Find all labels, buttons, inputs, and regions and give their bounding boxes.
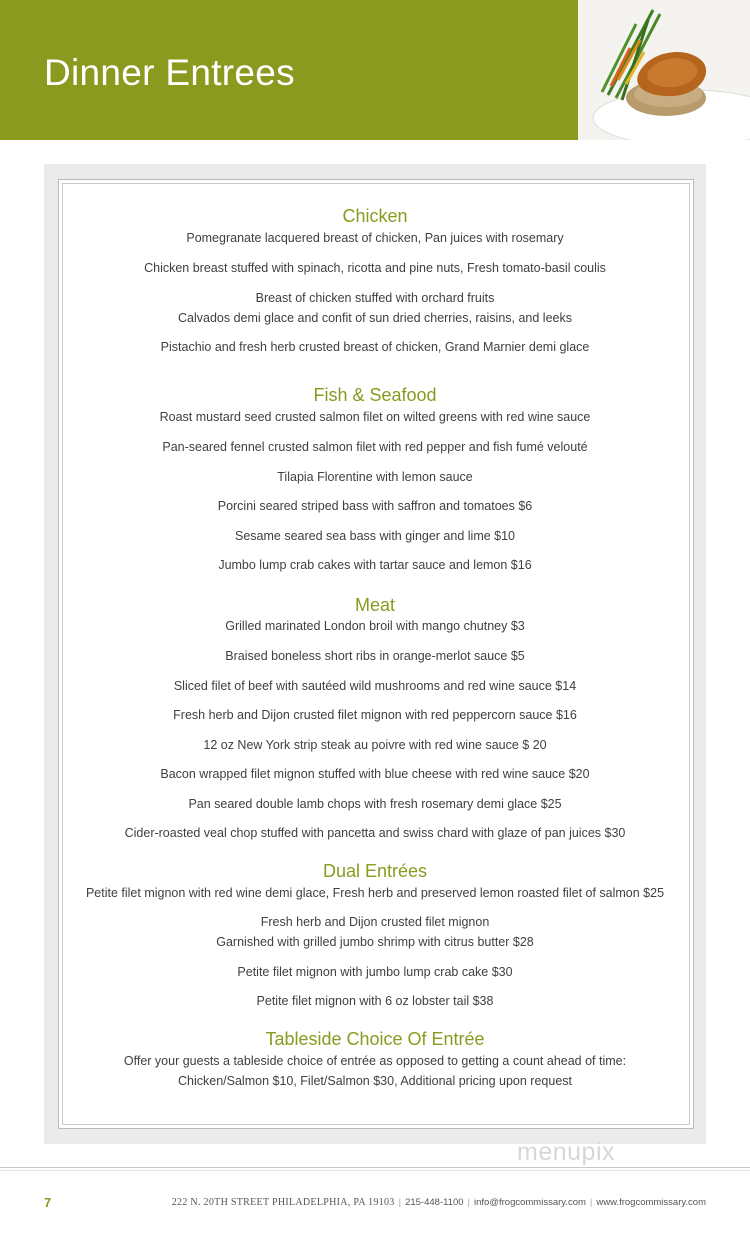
menu-item: Offer your guests a tableside choice of entrée as opposed to getting a count ahead of time: xyxy=(123,1054,627,1068)
dish-photo-illustration xyxy=(578,0,750,140)
footer-email[interactable]: info@frogcommissary.com xyxy=(474,1197,586,1208)
menu-item: Chicken/Salmon $10, Filet/Salmon $30, Additional pricing upon request xyxy=(178,1074,572,1088)
menu-item: Bacon wrapped filet mignon stuffed with blue cheese with red wine sauce $20 xyxy=(160,767,590,781)
section-title-meat: Meat xyxy=(354,595,396,615)
page-title: Dinner Entrees xyxy=(44,52,295,93)
footer-phone: 215-448-1100 xyxy=(405,1197,464,1208)
menu-item: Cider-roasted veal chop stuffed with pancetta and swiss chard with glaze of pan juices $30 xyxy=(124,826,626,840)
menu-item: Grilled marinated London broil with mango chutney $3 xyxy=(225,619,525,633)
menu-item: Fresh herb and Dijon crusted filet mignon xyxy=(260,915,490,929)
footer-separator: | xyxy=(467,1197,471,1208)
menu-item: Sliced filet of beef with sautéed wild mushrooms and red wine sauce $14 xyxy=(173,679,577,693)
menu-item: Braised boneless short ribs in orange-merlot sauce $5 xyxy=(225,649,525,663)
menu-item: Tilapia Florentine with lemon sauce xyxy=(277,470,473,484)
dish-photo xyxy=(578,0,750,140)
menu-item: Pan seared double lamb chops with fresh rosemary demi glace $25 xyxy=(188,797,562,811)
menu-item: Sesame seared sea bass with ginger and lime $10 xyxy=(234,529,516,543)
menu-item: Petite filet mignon with 6 oz lobster tail $38 xyxy=(256,994,494,1008)
section-title-chicken: Chicken xyxy=(342,206,408,226)
menu-item: Roast mustard seed crusted salmon filet on wilted greens with red wine sauce xyxy=(159,410,591,424)
page-number: 7 xyxy=(44,1195,52,1210)
footer-divider xyxy=(0,1167,750,1168)
section-title-dual-entrees: Dual Entrées xyxy=(322,861,428,881)
menu-item: Breast of chicken stuffed with orchard fruits xyxy=(255,291,495,305)
menu-item: Porcini seared striped bass with saffron and tomatoes $6 xyxy=(217,499,533,513)
section-title-fish-seafood: Fish & Seafood xyxy=(313,385,437,405)
menu-item: Garnished with grilled jumbo shrimp with citrus butter $28 xyxy=(216,935,534,949)
footer-address: 222 N. 20TH STREET PHILADELPHIA, PA 19103 xyxy=(171,1197,395,1208)
menu-item: 12 oz New York strip steak au poivre with red wine sauce $ 20 xyxy=(203,738,547,752)
menu-item: Fresh herb and Dijon crusted filet mignon with red peppercorn sauce $16 xyxy=(173,708,577,722)
watermark: menupix xyxy=(517,1138,615,1166)
footer-separator: | xyxy=(589,1197,593,1208)
header-band xyxy=(0,0,578,140)
menu-item: Pomegranate lacquered breast of chicken, Pan juices with rosemary xyxy=(186,231,564,245)
menu-item: Petite filet mignon with jumbo lump crab cake $30 xyxy=(237,965,513,979)
footer-contact xyxy=(172,1197,706,1208)
section-title-tableside: Tableside Choice Of Entrée xyxy=(265,1029,485,1049)
footer-separator: | xyxy=(398,1197,402,1208)
menu-item: Jumbo lump crab cakes with tartar sauce and lemon $16 xyxy=(218,558,532,572)
footer-divider-secondary xyxy=(0,1170,750,1171)
menu-item: Petite filet mignon with red wine demi glace, Fresh herb and preserved lemon roasted filet of salmon $25 xyxy=(85,886,665,900)
menu-item: Pistachio and fresh herb crusted breast of chicken, Grand Marnier demi glace xyxy=(160,340,590,354)
menu-item: Pan-seared fennel crusted salmon filet with red pepper and fish fumé velouté xyxy=(162,440,588,454)
footer-website[interactable]: www.frogcommissary.com xyxy=(596,1197,706,1208)
menu-item: Calvados demi glace and confit of sun dried cherries, raisins, and leeks xyxy=(178,311,572,325)
menu-item: Chicken breast stuffed with spinach, ricotta and pine nuts, Fresh tomato-basil coulis xyxy=(144,261,606,275)
